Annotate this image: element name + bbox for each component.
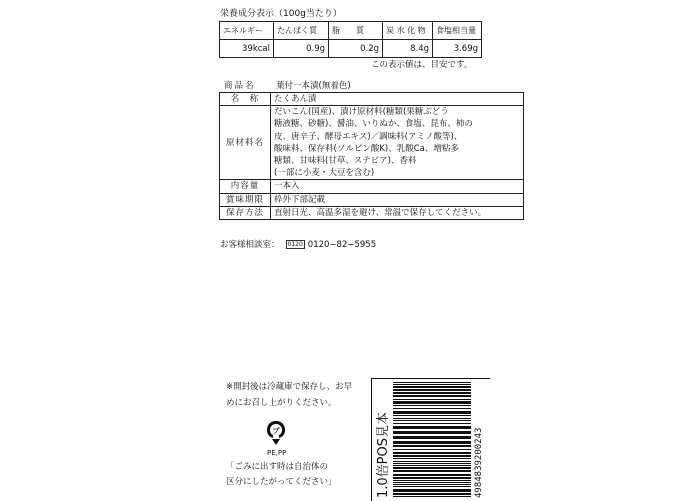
barcode-bar [393,408,471,409]
label-key-contents: 内容量 [220,180,271,193]
label-line: 一本入 [274,181,300,192]
nutrition-header-carbs: 炭 水 化 物 [383,22,433,40]
barcode-bar [393,496,471,497]
barcode-bar [393,386,471,388]
label-value-ingredients [271,106,524,180]
barcode-bar [393,411,471,414]
ingredients-line: 糖液糖、砂糖)、醤油、いりぬか、食塩、昆布、柿の [274,119,473,130]
barcode-bar [393,418,471,419]
barcode-bar [393,420,471,421]
barcode-bar [393,455,471,457]
barcode-bar [393,477,471,479]
barcode-bar [393,486,471,487]
ingredients-line: 糖類、甘味料(甘草、ステビア)、香料 [274,156,417,167]
notice-line: めにお召し上がりください。 [226,398,337,408]
barcode-bar [393,467,471,469]
nutrition-table [219,21,482,58]
barcode-bar [393,493,471,495]
barcode-pos-label: 1.0倍POS見本 [376,412,391,498]
barcode-bar [393,423,471,424]
barcode-bars [393,382,471,497]
label-row-best-before [220,193,524,206]
disposal-note [226,460,337,490]
disposal-line: 区分にしたがってください」 [226,477,337,487]
contact-label: お客様相談室： [220,240,280,250]
label-row-name [220,93,524,106]
nutrition-header-fat: 脂 質 [329,22,383,40]
barcode-bar [393,458,471,459]
label-row-storage [220,206,524,219]
label-row-ingredients [220,106,524,180]
barcode-bar [393,484,471,485]
label-value-contents [271,180,524,193]
barcode-bar [393,392,471,394]
barcode-bar [393,465,471,466]
barcode-bar [393,449,471,450]
barcode-number: 4984839200243 [474,427,484,498]
barcode-bar [393,482,471,483]
nutrition-title: 栄養成分表示（100g当たり） [220,9,342,19]
barcode-bar [393,384,471,385]
label-line: たくあん漬 [274,94,317,104]
barcode-bar [393,382,471,383]
product-label-table [219,92,524,220]
nutrition-value-fat: 0.2g [329,40,383,58]
nutrition-value-carbs: 8.4g [383,40,433,58]
label-key-best-before: 賞味期限 [220,193,271,206]
barcode-bar [393,445,471,447]
svg-text:ラ: ラ [273,435,279,441]
label-line: 直射日光、高温多湿を避け、常温で保存してください。 [274,207,487,218]
plastic-recycle-icon [264,419,288,447]
customer-contact [220,238,376,250]
nutrition-header-salt: 食塩相当量 [433,22,482,40]
freedial-icon: 0120 [287,241,303,248]
barcode-bar [393,431,471,434]
barcode-bar [393,415,471,416]
barcode-bar [393,395,471,397]
label-value-best-before [271,193,524,206]
ingredients-line: 酸味料、保存料(ソルビン酸K)、乳酸Ca、増粘多 [274,143,459,154]
contact-phone: 0120−82−5955 [307,240,377,250]
nutrition-value-salt: 3.69g [433,40,482,58]
nutrition-note: この表示値は、目安です。 [371,60,473,70]
label-value-name [271,93,524,106]
barcode-bar [393,389,471,391]
disposal-line: 「ごみに出す時は自治体の [226,462,329,472]
notice-line: ※開封後は冷蔵庫で保存し、お早 [226,382,353,392]
product-name-value: 葉付一本漬(無着色) [276,81,351,91]
material-code: PE,PP [267,449,287,457]
svg-text:プ: プ [272,427,280,435]
barcode-bar [393,474,471,476]
barcode-bar [393,436,471,439]
ingredients-line: (一部に小麦・大豆を含む) [274,168,375,179]
nutrition-value-energy: 39kcal [220,40,274,58]
storage-notice [226,379,352,411]
barcode-bar [393,480,471,481]
ingredients-line: 皮、唐辛子、酵母エキス)／調味料(アミノ酸等)、 [274,131,463,142]
label-value-storage [271,206,524,219]
barcode-bar [393,441,471,444]
label-key-ingredients: 原材料名 [220,106,271,180]
barcode-bar [393,399,471,400]
nutrition-header-energy: エネルギー [220,22,274,40]
label-line: 枠外下部記載 [274,194,326,205]
product-name-label: 商品名 [224,81,256,91]
nutrition-value-row [220,40,482,58]
nutrition-value-protein: 0.9g [274,40,329,58]
ingredients-line: だいこん(国産)、漬け原材料(糖類(果糖ぶどう [274,107,449,118]
nutrition-header-row [220,22,482,40]
barcode-bar [393,405,471,406]
barcode-bar [393,461,471,462]
barcode-bar [393,452,471,454]
barcode-bar [393,426,471,429]
barcode-bar [393,463,471,464]
barcode [371,378,489,500]
barcode-bar [393,489,471,492]
barcode-bar [393,401,471,404]
label-key-storage: 保存方法 [220,206,271,219]
nutrition-header-protein: たんぱく質 [274,22,329,40]
label-row-contents [220,180,524,193]
label-key-name: 名 称 [220,93,271,106]
barcode-bar [393,470,471,472]
